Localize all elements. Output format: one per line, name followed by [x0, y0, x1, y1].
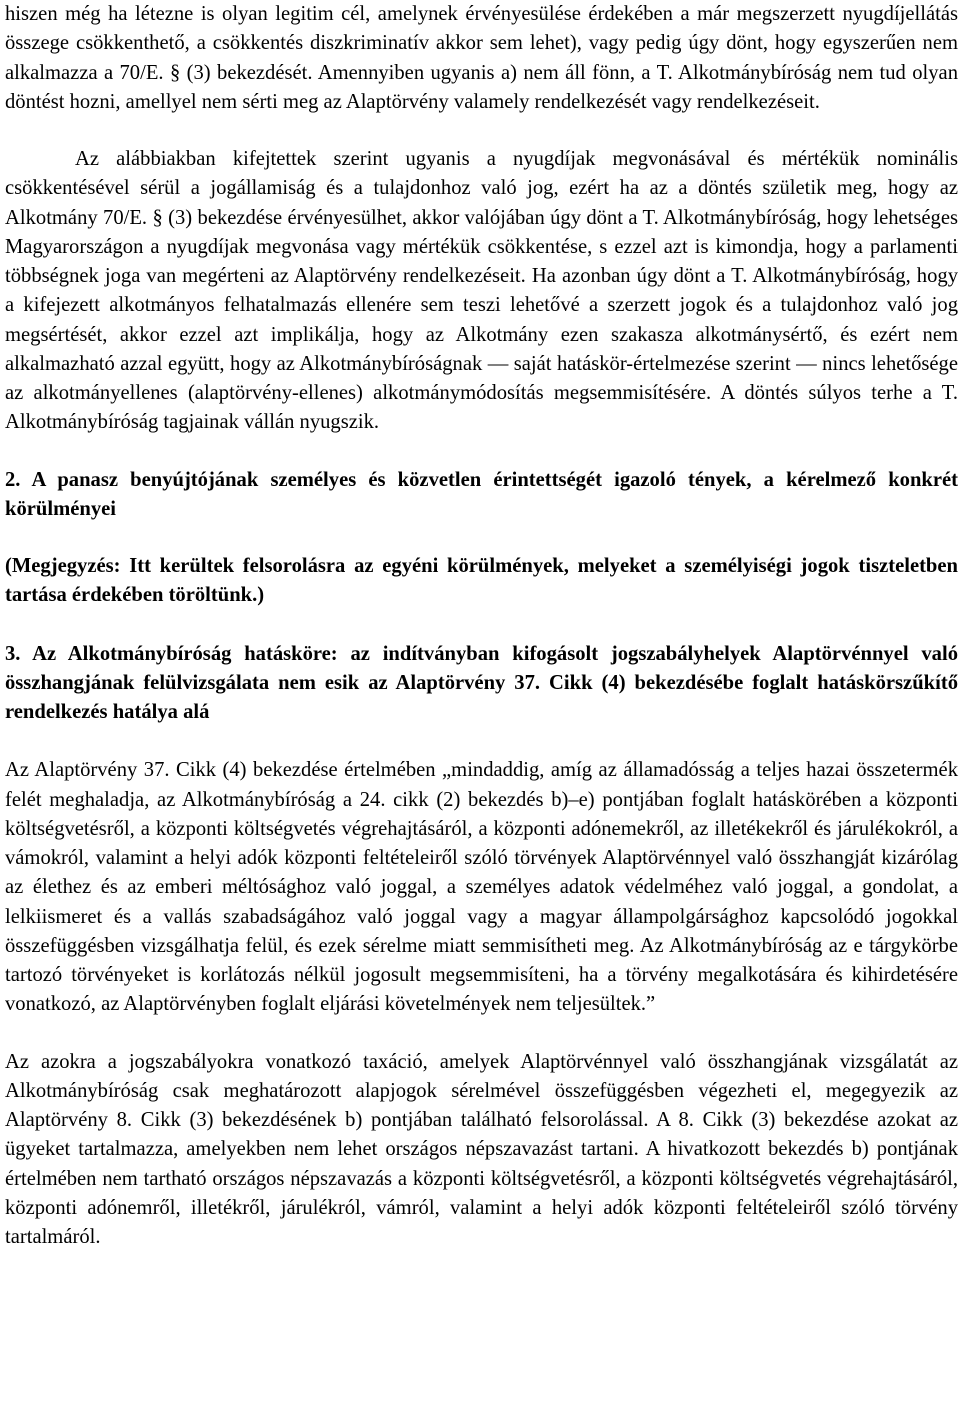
section-heading-2: 2. A panasz benyújtójának személyes és közvetlen érintettségét igazoló tények, a kérelmező konkrét körülményei	[5, 468, 958, 520]
paragraph-continuation: hiszen még ha létezne is olyan legitim cél, amelynek érvényesülése érdekében a már megszerzett nyugdíjellátás összege csökkenthető, a csökkentés diszkriminatív akkor sem lehet), vagy pedig úgy dönt, hogy egyszerűen nem alkalmazza a 70/E. § (3) bekezdését. Amennyiben ugyanis a) nem áll fönn, a T. Alkotmánybíróság nem tud olyan döntést hozni, amellyel nem sérti meg az Alaptörvény valamely rendelkezését vagy rendelkezéseit.	[5, 3, 958, 113]
paragraph-argument: Az alábbiakban kifejtettek szerint ugyanis a nyugdíjak megvonásával és mértékük nominális csökkentésével sérül a jogállamiság és a tulajdonhoz való jog, ezért ha az a döntés születik meg, hogy az Alkotmány 70/E. § (3) bekezdése érvényesülhet, akkor valójában úgy dönt a T. Alkotmánybíróság, hogy lehetséges Magyarországon a nyugdíjak megvonása vagy mértékük csökkentése, s ezzel azt is kimondja, hogy a parlamenti többségnek joga van megérteni az Alaptörvény rendelkezéseit. Ha azonban úgy dönt a T. Alkotmánybíróság, hogy a kifejezett alkotmányos felhatalmazás ellenére sem teszi lehetővé a szerzett jogok és a tulajdonhoz való jog megsértését, akkor ezzel azt implikálja, hogy az Alkotmány ezen szakasza alkotmánysértő, és ezért nem alkalmazható azzal együtt, hogy az Alkotmánybíróságnak — saját hatáskör-értelmezése szerint — nincs lehetősége az alkotmányellenes (alaptörvény-ellenes) alkotmánymódosítás megsemmisítésére. A döntés súlyos terhe a T. Alkotmánybíróság tagjainak vállán nyugszik.	[5, 148, 958, 434]
paragraph-taxation: Az azokra a jogszabályokra vonatkozó taxáció, amelyek Alaptörvénnyel való összhangjának vizsgálatát az Alkotmánybíróság csak meghatározott alapjogok sérelmével összefüggésben végezheti el, megegyezik az Alaptörvény 8. Cikk (3) bekezdésének b) pontjában található felsorolással. A 8. Cikk (3) bekezdése azokat az ügyeket tartalmazza, amelyekben nem lehet országos népszavazást tartani. A hivatkozott bekezdés b) pontjának értelmében nem tartható országos népszavazás a központi költségvetésről, a központi költségvetés végrehajtásáról, központi adónemről, illetékről, járulékról, vámról, valamint a helyi adók központi feltételeiről szóló törvény tartalmáról.	[5, 1050, 958, 1248]
document-page	[5, 0, 958, 1252]
editorial-note: (Megjegyzés: Itt kerültek felsorolásra az egyéni körülmények, melyeket a személyiségi jogok tiszteletben tartása érdekében töröltünk.)	[5, 555, 958, 607]
paragraph-quote-article-37: Az Alaptörvény 37. Cikk (4) bekezdése értelmében „mindaddig, amíg az államadósság a teljes hazai összetermék felét meghaladja, az Alkotmánybíróság a 24. cikk (2) bekezdés b)–e) pontjában foglalt hatáskörében a központi költségvetésről, a központi költségvetés végrehajtásáról, a központi adónemekről, az illetékekről és járulékokról, a vámokról, valamint a helyi adók központi feltételeiről szóló törvények Alaptörvénnyel való összhangját kizárólag az élethez és az emberi méltósághoz való joggal, a személyes adatok védelméhez való joggal, a gondolat, a lelkiismeret és a vallás szabadságához való joggal vagy a magyar állampolgársághoz kapcsolódó jogokkal összefüggésben vizsgálhatja felül, és ezek sérelme miatt semmisítheti meg. Az Alkotmánybíróság az e tárgykörbe tartozó törvényeket is korlátozás nélkül jogosult megsemmisíteni, ha a törvény megalkotására és kihirdetésére vonatkozó, az Alaptörvényben foglalt eljárási követelmények nem teljesültek.”	[5, 759, 958, 1016]
section-heading-3: 3. Az Alkotmánybíróság hatásköre: az indítványban kifogásolt jogszabályhelyek Alaptörvénnyel való összhangjának felülvizsgálata nem esik az Alaptörvény 37. Cikk (4) bekezdésébe foglalt hatáskörszűkítő rendelkezés hatálya alá	[5, 642, 958, 723]
